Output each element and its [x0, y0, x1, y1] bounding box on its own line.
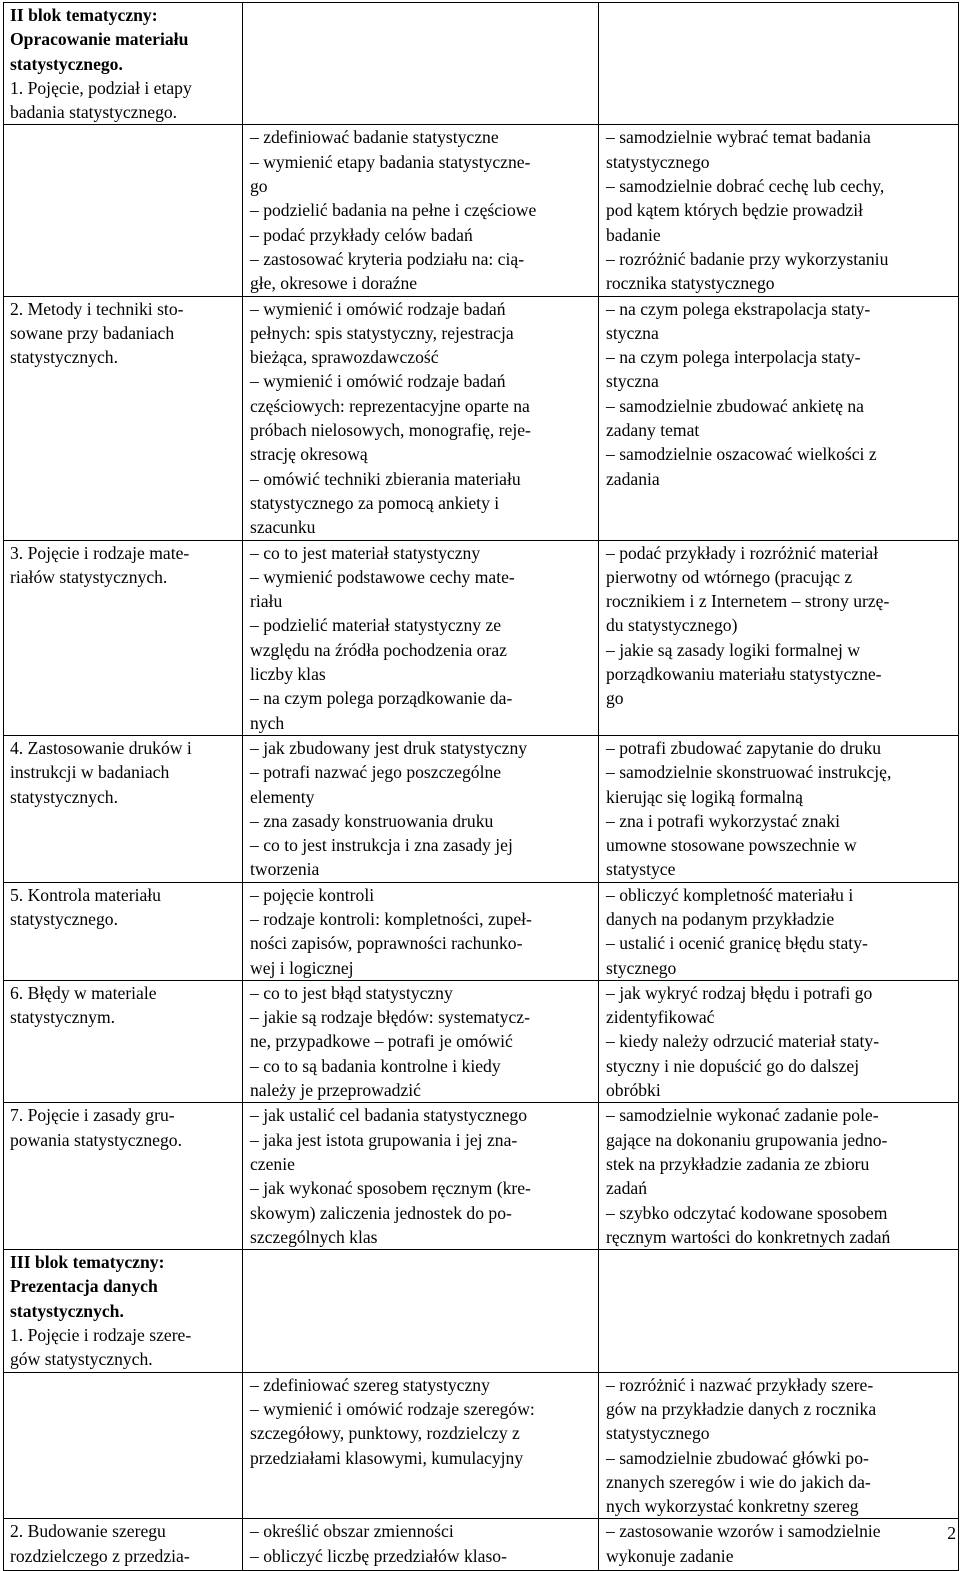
requirement-line: – samodzielnie dobrać cechę lub cechy, [606, 176, 885, 197]
requirements-basic-cell [243, 1103, 599, 1250]
topic-cell [4, 540, 243, 735]
block-heading-line: statystycznych. [10, 1300, 124, 1321]
topic-line: statystycznych. [10, 347, 118, 368]
requirement-line: – zdefiniować badanie statystyczne [250, 127, 499, 148]
curriculum-table-body [4, 3, 959, 1571]
topic-line: statystycznych. [10, 786, 118, 807]
topic-cell [4, 1372, 243, 1519]
table-row [4, 296, 959, 540]
block-heading-line: III blok tematyczny: [10, 1252, 165, 1273]
requirement-line: statystyce [606, 859, 676, 880]
requirement-line: – wymienić podstawowe cechy mate- [250, 566, 515, 587]
requirement-line: znanych szeregów i wie do jakich da- [606, 1471, 871, 1492]
table-row [4, 3, 959, 125]
requirements-basic-cell [243, 882, 599, 980]
requirements-extended-cell [599, 1103, 959, 1250]
requirement-line: – obliczyć liczbę przedziałów klaso- [250, 1545, 507, 1566]
requirements-extended-cell [599, 1372, 959, 1519]
requirement-line: rocznikiem i z Internetem – strony urzę- [606, 591, 890, 612]
topic-cell [4, 1103, 243, 1250]
requirement-line: – ustalić i ocenić granicę błędu staty- [606, 933, 868, 954]
requirements-basic-cell [243, 1250, 599, 1372]
requirement-line: próbach nielosowych, monografię, reje- [250, 420, 531, 441]
requirement-line: – samodzielnie wybrać temat badania [606, 127, 871, 148]
requirement-line: – szybko odczytać kodowane sposobem [606, 1202, 888, 1223]
requirement-line: badanie [606, 224, 661, 245]
table-row [4, 735, 959, 882]
topic-line: statystycznym. [10, 1007, 116, 1028]
requirement-line: styczna [606, 322, 659, 343]
requirement-line: skowym) zaliczenia jednostek do po- [250, 1202, 512, 1223]
topic-line: instrukcji w badaniach [10, 762, 170, 783]
requirement-line: – co to są badania kontrolne i kiedy [250, 1055, 501, 1076]
requirement-line: – samodzielnie wykonać zadanie pole- [606, 1105, 879, 1126]
requirement-line: riału [250, 591, 283, 612]
requirements-extended-cell [599, 296, 959, 540]
requirement-line: tworzenia [250, 859, 320, 880]
requirement-line: – potrafi nazwać jego poszczególne [250, 762, 502, 783]
requirement-line: – wymienić i omówić rodzaje badań [250, 371, 506, 392]
block-heading-line: statystycznego. [10, 53, 123, 74]
requirement-line: stycznego [606, 957, 677, 978]
requirement-line: gające na dokonaniu grupowania jedno- [606, 1129, 888, 1150]
requirement-line: – co to jest błąd statystyczny [250, 982, 453, 1003]
table-row [4, 540, 959, 735]
topic-line: 6. Błędy w materiale [10, 982, 157, 1003]
requirement-line: zidentyfikować [606, 1007, 715, 1028]
requirement-line: gów na przykładzie danych z rocznika [606, 1398, 877, 1419]
topic-line: sowane przy badaniach [10, 322, 175, 343]
requirement-line: – co to jest instrukcja i zna zasady jej [250, 835, 513, 856]
requirement-line: szczegółowy, punktowy, rozdzielczy z [250, 1423, 520, 1444]
requirement-line: umowne stosowane powszechnie w [606, 835, 857, 856]
requirement-line: statystycznego [606, 1423, 710, 1444]
requirement-line: – obliczyć kompletność materiału i [606, 884, 854, 905]
requirement-line: statystycznego [606, 151, 710, 172]
topic-line: 2. Budowanie szeregu [10, 1521, 166, 1542]
requirement-line: – rozróżnić i nazwać przykłady szere- [606, 1374, 874, 1395]
topic-cell [4, 882, 243, 980]
requirement-line: ręcznym wartości do konkretnych zadań [606, 1226, 891, 1247]
requirement-line: – wymienić i omówić rodzaje badań [250, 298, 506, 319]
requirement-line: – jakie są rodzaje błędów: systematycz- [250, 1007, 530, 1028]
requirement-line: pod kątem których będzie prowadził [606, 200, 863, 221]
topic-line: 7. Pojęcie i zasady gru- [10, 1105, 175, 1126]
requirement-line: – podzielić materiał statystyczny ze [250, 615, 502, 636]
requirement-line: – jaka jest istota grupowania i jej zna- [250, 1129, 518, 1150]
requirement-line: – na czym polega porządkowanie da- [250, 688, 513, 709]
requirement-line: – pojęcie kontroli [250, 884, 375, 905]
requirement-line: – podzielić badania na pełne i częściowe [250, 200, 537, 221]
requirement-line: stek na przykładzie zadania ze zbioru [606, 1153, 870, 1174]
requirement-line: pierwotny od wtórnego (pracując z [606, 566, 853, 587]
topic-cell [4, 125, 243, 296]
topic-line: 3. Pojęcie i rodzaje mate- [10, 542, 190, 563]
requirement-line: danych na podanym przykładzie [606, 908, 835, 929]
requirement-line: częściowych: reprezentacyjne oparte na [250, 395, 530, 416]
requirement-line: zadania [606, 468, 660, 489]
requirements-basic-cell [243, 540, 599, 735]
table-row [4, 1103, 959, 1250]
requirements-extended-cell [599, 882, 959, 980]
requirements-extended-cell [599, 980, 959, 1102]
requirement-line: – kiedy należy odrzucić materiał staty- [606, 1031, 880, 1052]
requirements-basic-cell [243, 3, 599, 125]
requirement-line: – podać przykłady celów badań [250, 224, 473, 245]
requirements-basic-cell [243, 125, 599, 296]
requirement-line: nych [250, 712, 285, 733]
requirement-line: styczna [606, 371, 659, 392]
table-row [4, 125, 959, 296]
requirement-line: – jakie są zasady logiki formalnej w [606, 639, 861, 660]
requirement-line: – co to jest materiał statystyczny [250, 542, 481, 563]
requirements-extended-cell [599, 540, 959, 735]
requirement-line: zadań [606, 1178, 648, 1199]
topic-cell [4, 3, 243, 125]
topic-cell [4, 980, 243, 1102]
requirement-line: – rozróżnić badanie przy wykorzystaniu [606, 248, 889, 269]
requirement-line: ności zapisów, poprawności rachunko- [250, 933, 523, 954]
topic-line: statystycznego. [10, 908, 118, 929]
requirement-line: – jak wykryć rodzaj błędu i potrafi go [606, 982, 873, 1003]
requirement-line: – zastosować kryteria podziału na: cią- [250, 248, 525, 269]
requirement-line: zadany temat [606, 420, 700, 441]
requirement-line: – samodzielnie skonstruować instrukcję, [606, 762, 892, 783]
requirement-line: – omówić techniki zbierania materiału [250, 468, 521, 489]
topic-line: riałów statystycznych. [10, 566, 168, 587]
requirement-line: szczególnych klas [250, 1226, 378, 1247]
requirement-line: – potrafi zbudować zapytanie do druku [606, 737, 882, 758]
requirement-line: – wymienić etapy badania statystyczne- [250, 151, 531, 172]
requirement-line: – określić obszar zmienności [250, 1521, 454, 1542]
table-row [4, 882, 959, 980]
topic-line: powania statystycznego. [10, 1129, 182, 1150]
requirement-line: elementy [250, 786, 315, 807]
requirement-line: styczny i nie dopuścić go do dalszej [606, 1055, 860, 1076]
topic-line: 2. Metody i techniki sto- [10, 298, 184, 319]
requirement-line: – na czym polega ekstrapolacja staty- [606, 298, 871, 319]
requirement-line: – podać przykłady i rozróżnić materiał [606, 542, 879, 563]
requirement-line: – wymienić i omówić rodzaje szeregów: [250, 1398, 535, 1419]
topic-line: rozdzielczego z przedzia- [10, 1545, 190, 1566]
table-row [4, 1250, 959, 1372]
requirements-basic-cell [243, 296, 599, 540]
requirement-line: głe, okresowe i doraźne [250, 273, 418, 294]
requirement-line: obróbki [606, 1080, 661, 1101]
requirement-line: względu na źródła pochodzenia oraz [250, 639, 507, 660]
requirement-line: strację okresową [250, 444, 368, 465]
topic-cell [4, 296, 243, 540]
requirement-line: – jak ustalić cel badania statystycznego [250, 1105, 527, 1126]
topic-line: 5. Kontrola materiału [10, 884, 161, 905]
requirement-line: – zastosowanie wzorów i samodzielnie [606, 1521, 881, 1542]
topic-line: badania statystycznego. [10, 102, 178, 123]
topic-line: gów statystycznych. [10, 1349, 153, 1370]
requirement-line: kierując się logiką formalną [606, 786, 803, 807]
requirement-line: liczby klas [250, 664, 326, 685]
requirement-line: – na czym polega interpolacja staty- [606, 347, 861, 368]
requirement-line: ne, przypadkowe – potrafi je omówić [250, 1031, 513, 1052]
requirement-line: porządkowaniu materiału statystyczne- [606, 664, 882, 685]
requirement-line: – zna zasady konstruowania druku [250, 810, 494, 831]
topic-line: 4. Zastosowanie druków i [10, 737, 192, 758]
requirement-line: go [250, 176, 268, 197]
table-row [4, 980, 959, 1102]
requirement-line: nych wykorzystać konkretny szereg [606, 1496, 859, 1517]
curriculum-table [3, 2, 959, 1571]
topic-cell [4, 1250, 243, 1372]
topic-line: 1. Pojęcie, podział i etapy [10, 77, 192, 98]
requirement-line: należy je przeprowadzić [250, 1080, 421, 1101]
topic-cell [4, 735, 243, 882]
requirement-line: – samodzielnie zbudować główki po- [606, 1447, 869, 1468]
requirement-line: – zna i potrafi wykorzystać znaki [606, 810, 841, 831]
requirements-basic-cell [243, 1372, 599, 1519]
requirement-line: – jak wykonać sposobem ręcznym (kre- [250, 1178, 531, 1199]
requirement-line: go [606, 688, 624, 709]
requirement-line: wej i logicznej [250, 957, 354, 978]
requirement-line: du statystycznego) [606, 615, 738, 636]
topic-line: 1. Pojęcie i rodzaje szere- [10, 1325, 192, 1346]
block-heading-line: II blok tematyczny: [10, 5, 158, 25]
page-number: 2 [947, 1523, 956, 1543]
requirements-extended-cell [599, 125, 959, 296]
block-heading-line: Prezentacja danych [10, 1276, 158, 1297]
requirements-basic-cell [243, 735, 599, 882]
requirement-line: pełnych: spis statystyczny, rejestracja [250, 322, 514, 343]
requirements-extended-cell [599, 3, 959, 125]
requirements-extended-cell [599, 735, 959, 882]
requirements-extended-cell [599, 1250, 959, 1372]
table-row [4, 1372, 959, 1519]
requirement-line: – jak zbudowany jest druk statystyczny [250, 737, 528, 758]
requirement-line: czenie [250, 1153, 295, 1174]
requirement-line: rocznika statystycznego [606, 273, 775, 294]
requirement-line: – rodzaje kontroli: kompletności, zupeł- [250, 908, 532, 929]
requirement-line: szacunku [250, 517, 316, 538]
requirement-line: przedziałami klasowymi, kumulacyjny [250, 1447, 524, 1468]
requirement-line: statystycznego za pomocą ankiety i [250, 492, 500, 513]
requirement-line: – samodzielnie zbudować ankietę na [606, 395, 864, 416]
requirement-line: – samodzielnie oszacować wielkości z [606, 444, 877, 465]
requirements-basic-cell [243, 980, 599, 1102]
requirement-line: – zdefiniować szereg statystyczny [250, 1374, 490, 1395]
block-heading-line: Opracowanie materiału [10, 29, 189, 50]
requirement-line: bieżąca, sprawozdawczość [250, 347, 439, 368]
requirement-line: wykonuje zadanie [606, 1545, 734, 1566]
